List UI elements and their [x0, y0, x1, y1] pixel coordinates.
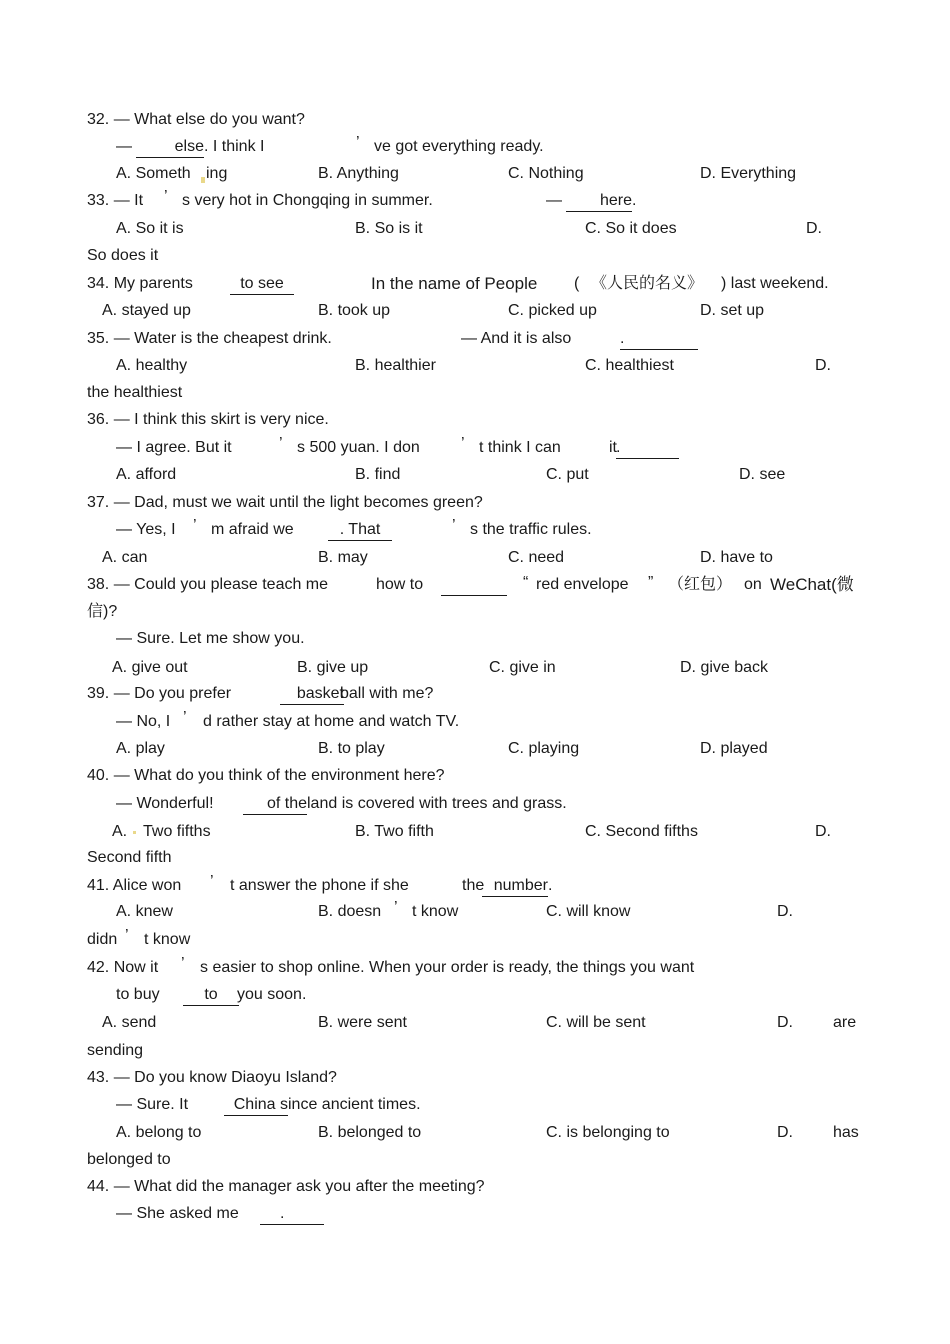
- q42-option-d: D.: [777, 1014, 793, 1031]
- q41-option-d-text-2: t know: [144, 931, 191, 948]
- q33-stem-a: 33. — It: [87, 192, 144, 209]
- q32-blank: else: [136, 137, 204, 158]
- q32-option-b: B. Anything: [318, 165, 399, 182]
- q34-title: In the name of People: [371, 274, 538, 293]
- q40-stem: 40. — What do you think of the environment here?: [87, 767, 445, 784]
- q36-option-a: A. afford: [116, 466, 177, 483]
- q35-option-d: D.: [815, 357, 831, 374]
- q38-option-a: A. give out: [112, 659, 188, 676]
- q43-option-d: D.: [777, 1124, 793, 1141]
- q32-option-d: D. Everything: [700, 165, 797, 182]
- q37-stem: 37. — Dad, must we wait until the light becomes green?: [87, 494, 483, 511]
- q34-paren: (: [574, 275, 580, 292]
- q39-option-d: D. played: [700, 740, 768, 757]
- q34-option-d: D. set up: [700, 302, 765, 319]
- q37-option-c: C. need: [508, 549, 565, 566]
- q35-option-b: B. healthier: [355, 357, 436, 374]
- q33-option-a: A. So it is: [116, 220, 184, 237]
- q41-option-d-apostrophe: ’: [125, 927, 129, 944]
- q34-option-a: A. stayed up: [102, 302, 191, 319]
- q33-blank: here: [566, 191, 632, 212]
- q33-apostrophe: ’: [164, 188, 168, 205]
- q44-stem: 44. — What did the manager ask you after the meeting?: [87, 1178, 485, 1195]
- q38-chinese-note: （红包）: [668, 576, 733, 593]
- q42-stem-3: to buy: [116, 986, 160, 1003]
- q33-option-b: B. So is it: [355, 220, 423, 237]
- q39-stem-a: 39. — Do you prefer: [87, 685, 232, 702]
- q33-dash: —: [546, 192, 562, 209]
- q41-option-d-text-1: didn: [87, 931, 118, 948]
- highlight-mark: [201, 177, 205, 183]
- q36-blank: .: [616, 438, 679, 459]
- q36-reply-2: s 500 yuan. I don: [297, 439, 420, 456]
- q36-reply-4: it: [609, 439, 617, 456]
- q38-stem-3: red envelope: [536, 576, 629, 593]
- q34-stem: 34. My parents: [87, 275, 193, 292]
- q38-stem-6: 信)?: [87, 603, 118, 620]
- q39-blank: basket: [280, 684, 344, 705]
- q34-end: ) last weekend.: [721, 275, 829, 292]
- q32-stem: 32. — What else do you want?: [87, 111, 305, 128]
- q38-blank: [441, 575, 507, 596]
- q38-stem-5: WeChat(微: [770, 575, 854, 594]
- q39-option-b: B. to play: [318, 740, 385, 757]
- q36-option-b: B. find: [355, 466, 401, 483]
- q32-dash: —: [116, 138, 132, 155]
- q37-reply-1: — Yes, I: [116, 521, 176, 538]
- q42-option-c: C. will be sent: [546, 1014, 646, 1031]
- q41-option-a: A. knew: [116, 903, 173, 920]
- q33-end: .: [632, 192, 637, 209]
- q41-option-b: B. doesn: [318, 903, 382, 920]
- q40-reply-2: land is covered with trees and grass.: [307, 795, 567, 812]
- q39-reply-1: — No, I: [116, 713, 171, 730]
- q33-option-d: D.: [806, 220, 822, 237]
- q43-option-c: C. is belonging to: [546, 1124, 670, 1141]
- q32-option-c: C. Nothing: [508, 165, 584, 182]
- q40-option-d-text: Second fifth: [87, 849, 172, 866]
- q41-option-c: C. will know: [546, 903, 631, 920]
- q43-option-d-text-2: belonged to: [87, 1151, 171, 1168]
- q35-option-c: C. healthiest: [585, 357, 674, 374]
- q43-blank: China s: [224, 1095, 288, 1116]
- q34-blank: to see: [230, 274, 294, 295]
- q42-stem-2: s easier to shop online. When your order is ready, the things you want: [200, 959, 695, 976]
- q41-stem-2: t answer the phone if she: [230, 877, 409, 894]
- q37-option-a: A. can: [102, 549, 148, 566]
- q36-stem: 36. — I think this skirt is very nice.: [87, 411, 329, 428]
- q34-chinese-title: 《人民的名义》: [591, 275, 704, 292]
- q35-reply: — And it is also: [461, 330, 572, 347]
- q43-option-b: B. belonged to: [318, 1124, 422, 1141]
- q34-option-b: B. took up: [318, 302, 391, 319]
- q33-option-c: C. So it does: [585, 220, 677, 237]
- q38-option-b: B. give up: [297, 659, 369, 676]
- q41-option-d: D.: [777, 903, 793, 920]
- q35-stem: 35. — Water is the cheapest drink.: [87, 330, 332, 347]
- q32-apostrophe: ’: [356, 134, 360, 151]
- q42-option-d-text-1: are: [833, 1014, 857, 1031]
- q33-option-d-text: So does it: [87, 247, 159, 264]
- q34-option-c: C. picked up: [508, 302, 597, 319]
- q36-reply-1: — I agree. But it: [116, 439, 232, 456]
- q41-option-b-text: t know: [412, 903, 459, 920]
- q40-option-c: C. Second fifths: [585, 823, 698, 840]
- q40-option-a-text: Two fifths: [143, 823, 211, 840]
- q40-reply-1: — Wonderful!: [116, 795, 214, 812]
- q37-apostrophe-2: ’: [452, 517, 456, 534]
- q39-reply-2: d rather stay at home and watch TV.: [203, 713, 460, 730]
- q40-option-a: A.: [112, 823, 128, 840]
- q35-option-a: A. healthy: [116, 357, 188, 374]
- q39-option-a: A. play: [116, 740, 165, 757]
- q38-stem-1: 38. — Could you please teach me: [87, 576, 329, 593]
- q32-reply-a: . I think I: [204, 138, 265, 155]
- q38-close-quote: ”: [648, 574, 654, 591]
- q38-stem-2: how to: [376, 576, 424, 593]
- q41-stem-3: the: [462, 877, 485, 894]
- q40-option-d: D.: [815, 823, 831, 840]
- q39-apostrophe: ’: [183, 709, 187, 726]
- q38-open-quote: “: [523, 574, 529, 591]
- q37-option-d: D. have to: [700, 549, 773, 566]
- q38-option-d: D. give back: [680, 659, 769, 676]
- q33-stem-b: s very hot in Chongqing in summer.: [182, 192, 433, 209]
- q37-blank: . That: [328, 520, 392, 541]
- q39-option-c: C. playing: [508, 740, 580, 757]
- q42-option-b: B. were sent: [318, 1014, 407, 1031]
- q43-reply-2: ince ancient times.: [288, 1096, 421, 1113]
- q38-reply: — Sure. Let me show you.: [116, 630, 305, 647]
- q32-option-a: A. Someth: [116, 165, 191, 182]
- q35-blank: .: [620, 329, 698, 350]
- highlight-mark: [133, 831, 136, 834]
- q42-apostrophe: ’: [181, 955, 185, 972]
- q42-option-a: A. send: [102, 1014, 157, 1031]
- q43-reply-1: — Sure. It: [116, 1096, 189, 1113]
- q42-stem-1: 42. Now it: [87, 959, 159, 976]
- q44-blank: .: [260, 1204, 324, 1225]
- q36-apostrophe-1: ’: [279, 435, 283, 452]
- q42-option-d-text-2: sending: [87, 1042, 144, 1059]
- q44-reply: — She asked me: [116, 1205, 239, 1222]
- q36-option-c: C. put: [546, 466, 589, 483]
- q35-option-d-text: the healthiest: [87, 384, 183, 401]
- q41-blank: number: [482, 876, 548, 897]
- q36-apostrophe-2: ’: [461, 435, 465, 452]
- q41-end: .: [548, 877, 553, 894]
- q43-option-d-text-1: has: [833, 1124, 859, 1141]
- q36-option-d: D. see: [739, 466, 786, 483]
- q41-apostrophe: ’: [210, 873, 214, 890]
- q41-option-b-apostrophe: ’: [394, 899, 398, 916]
- q37-reply-3: s the traffic rules.: [470, 521, 592, 538]
- q37-option-b: B. may: [318, 549, 368, 566]
- q36-reply-3: t think I can: [479, 439, 561, 456]
- q39-stem-b: ball with me?: [340, 685, 434, 702]
- q40-option-b: B. Two fifth: [355, 823, 434, 840]
- q32-option-a-suffix: ing: [206, 165, 228, 182]
- q42-blank: to: [183, 985, 239, 1006]
- q37-apostrophe-1: ’: [193, 517, 197, 534]
- q37-reply-2: m afraid we: [211, 521, 294, 538]
- q32-reply-b: ve got everything ready.: [374, 138, 544, 155]
- q38-option-c: C. give in: [489, 659, 556, 676]
- q40-blank: of the: [243, 794, 307, 815]
- q43-stem: 43. — Do you know Diaoyu Island?: [87, 1069, 337, 1086]
- q42-stem-4: you soon.: [237, 986, 307, 1003]
- q41-stem-1: 41. Alice won: [87, 877, 182, 894]
- q38-stem-4: on: [744, 576, 762, 593]
- q43-option-a: A. belong to: [116, 1124, 202, 1141]
